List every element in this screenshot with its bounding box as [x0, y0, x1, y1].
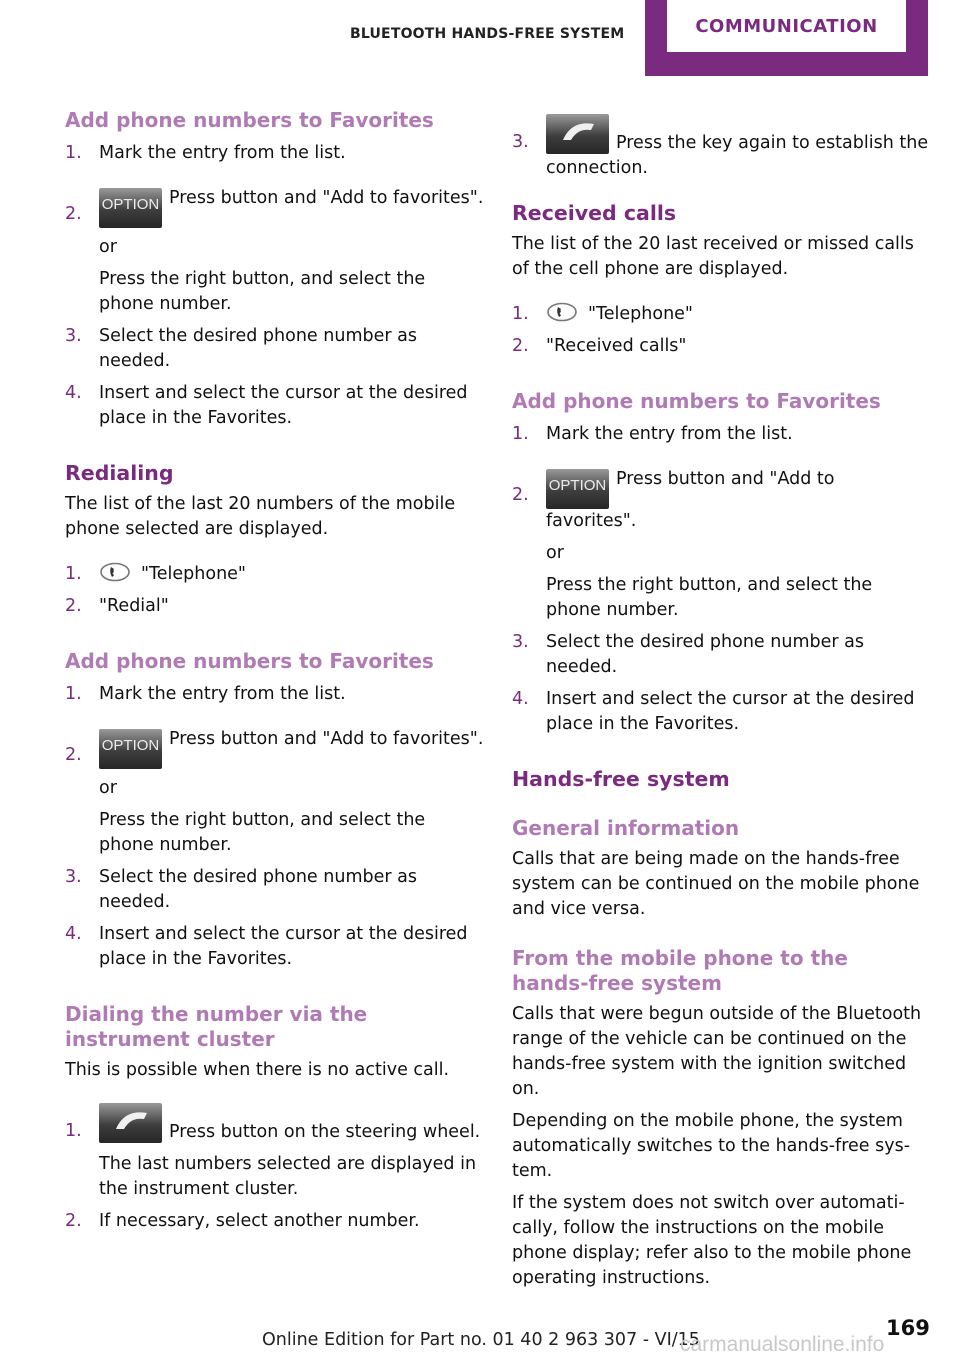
step-text: Press button and "Add to favorites". [169, 188, 484, 208]
step-text: Select the desired phone number as needed. [99, 867, 417, 912]
step-alt: Press the right button, and select the phone number. [546, 575, 873, 620]
step-number: 3. [65, 867, 82, 887]
handset-icon [560, 120, 596, 146]
option-button-icon: OPTION [99, 729, 162, 769]
step-text: "Telephone" [141, 564, 246, 584]
step-number: 1. [65, 143, 82, 163]
list-item [512, 467, 930, 623]
step-number: 3. [65, 326, 82, 346]
list-item [65, 865, 485, 915]
left-column [65, 108, 485, 1241]
heading-mobile-to-hands-free: From the mobile phone to the hands-free system [512, 946, 848, 995]
step-text: Press button and "Add to favorites". [546, 469, 835, 531]
option-button-icon: OPTION [546, 469, 609, 509]
list-item [512, 422, 930, 447]
steps-add-favorites [65, 141, 485, 431]
heading-add-favorites: Add phone numbers to Favorites [65, 108, 434, 132]
step-number: 1. [65, 564, 82, 584]
step-number: 3. [512, 632, 529, 652]
step-text: Insert and select the cursor at the desired place in the Favorites. [99, 924, 468, 969]
heading-redialing: Redialing [65, 461, 174, 485]
mobile-to-hands-free-text-3: If the system does not switch over automati‐cally, follow the instructions on the mobile phone display; refer also to the mobile phone operating instructions. [512, 1193, 912, 1288]
chapter-tab-label: COMMUNICATION [667, 0, 906, 52]
step-number: 4. [65, 924, 82, 944]
step-text: Mark the entry from the list. [99, 143, 346, 163]
list-item [65, 381, 485, 431]
general-information-text: Calls that are being made on the hands-free system can be continued on the mobile phone and vice versa. [512, 849, 920, 919]
step-text: Press button and "Add to favorites". [169, 729, 484, 749]
steps-add-favorites-2 [65, 682, 485, 972]
list-item [512, 302, 930, 327]
step-number: 2. [512, 485, 529, 505]
phone-button-icon [99, 1103, 162, 1143]
step-number: 1. [65, 684, 82, 704]
step-text: Select the desired phone number as needed. [99, 326, 417, 371]
step-text: Press button on the steering wheel. [169, 1122, 481, 1142]
list-item [65, 594, 485, 619]
redial-text: The list of the last 20 numbers of the mobile phone selected are displayed. [65, 494, 456, 539]
list-item [65, 727, 485, 858]
step-number: 2. [65, 596, 82, 616]
list-item [512, 630, 930, 680]
heading-hands-free-system: Hands-free system [512, 767, 730, 791]
step-text: "Received calls" [546, 336, 687, 356]
phone-button-icon [546, 114, 609, 154]
list-item [65, 186, 485, 317]
telephone-icon [99, 562, 131, 582]
page-number: 169 [886, 1316, 930, 1340]
step-number: 4. [65, 383, 82, 403]
step-text: Press the key again to establish the connection. [546, 133, 929, 178]
option-button-icon: OPTION [99, 188, 162, 228]
step-text: Insert and select the cursor at the desired place in the Favorites. [99, 383, 468, 428]
step-number: 2. [512, 336, 529, 356]
list-item [512, 114, 930, 181]
heading-add-favorites-2: Add phone numbers to Favorites [65, 649, 434, 673]
heading-add-favorites-3: Add phone numbers to Favorites [512, 389, 881, 413]
heading-general-information: General information [512, 816, 740, 840]
step-alt: Press the right button, and select the phone number. [99, 810, 426, 855]
list-item [65, 682, 485, 707]
list-item [65, 1209, 485, 1234]
chapter-tab [645, 0, 928, 76]
steps-dialing-continued [512, 114, 930, 181]
step-number: 3. [512, 132, 529, 152]
step-text: Select the desired phone number as needed. [546, 632, 864, 677]
header-section-title: BLUETOOTH HANDS-FREE SYSTEM [350, 26, 625, 42]
step-text: "Redial" [99, 596, 169, 616]
step-number: 1. [65, 1121, 82, 1141]
mobile-to-hands-free-text-2: Depending on the mobile phone, the system automatically switches to the hands-free sys‐tem. [512, 1111, 911, 1181]
step-alt: Press the right button, and select the phone number. [99, 269, 426, 314]
steps-dialing-cluster [65, 1103, 485, 1234]
step-number: 2. [65, 745, 82, 765]
step-number: 1. [512, 424, 529, 444]
step-text: If necessary, select another number. [99, 1211, 420, 1231]
handset-icon [113, 1109, 149, 1135]
step-or: or [99, 778, 117, 798]
list-item [65, 562, 485, 587]
received-text: The list of the 20 last received or missed calls of the cell phone are displayed. [512, 234, 914, 279]
list-item [65, 324, 485, 374]
step-text: Insert and select the cursor at the desired place in the Favorites. [546, 689, 915, 734]
step-extra: The last numbers selected are displayed in the instrument cluster. [99, 1154, 477, 1199]
heading-dialing-cluster: Dialing the number via the instrument cluster [65, 1002, 368, 1051]
heading-received-calls: Received calls [512, 201, 677, 225]
list-item [65, 1103, 485, 1202]
step-number: 2. [65, 204, 82, 224]
watermark: carmanualsonline.info [680, 1333, 885, 1356]
step-number: 1. [512, 304, 529, 324]
dialing-text: This is possible when there is no active call. [65, 1060, 450, 1080]
mobile-to-hands-free-text-1: Calls that were begun outside of the Bluetooth range of the vehicle can be continued on the hands-free system with the ignition switched on. [512, 1004, 922, 1099]
step-number: 4. [512, 689, 529, 709]
list-item [65, 922, 485, 972]
step-number: 2. [65, 1211, 82, 1231]
step-text: Mark the entry from the list. [99, 684, 346, 704]
step-or: or [546, 543, 564, 563]
list-item [512, 334, 930, 359]
right-column [512, 108, 930, 1298]
telephone-icon [546, 302, 578, 322]
steps-redialing [65, 562, 485, 619]
footer-edition: Online Edition for Part no. 01 40 2 963 307 - VI/15 [262, 1330, 700, 1350]
steps-add-favorites-3 [512, 422, 930, 737]
list-item [65, 141, 485, 166]
step-or: or [99, 237, 117, 257]
list-item [512, 687, 930, 737]
step-text: "Telephone" [588, 304, 693, 324]
steps-received-calls [512, 302, 930, 359]
step-text: Mark the entry from the list. [546, 424, 793, 444]
